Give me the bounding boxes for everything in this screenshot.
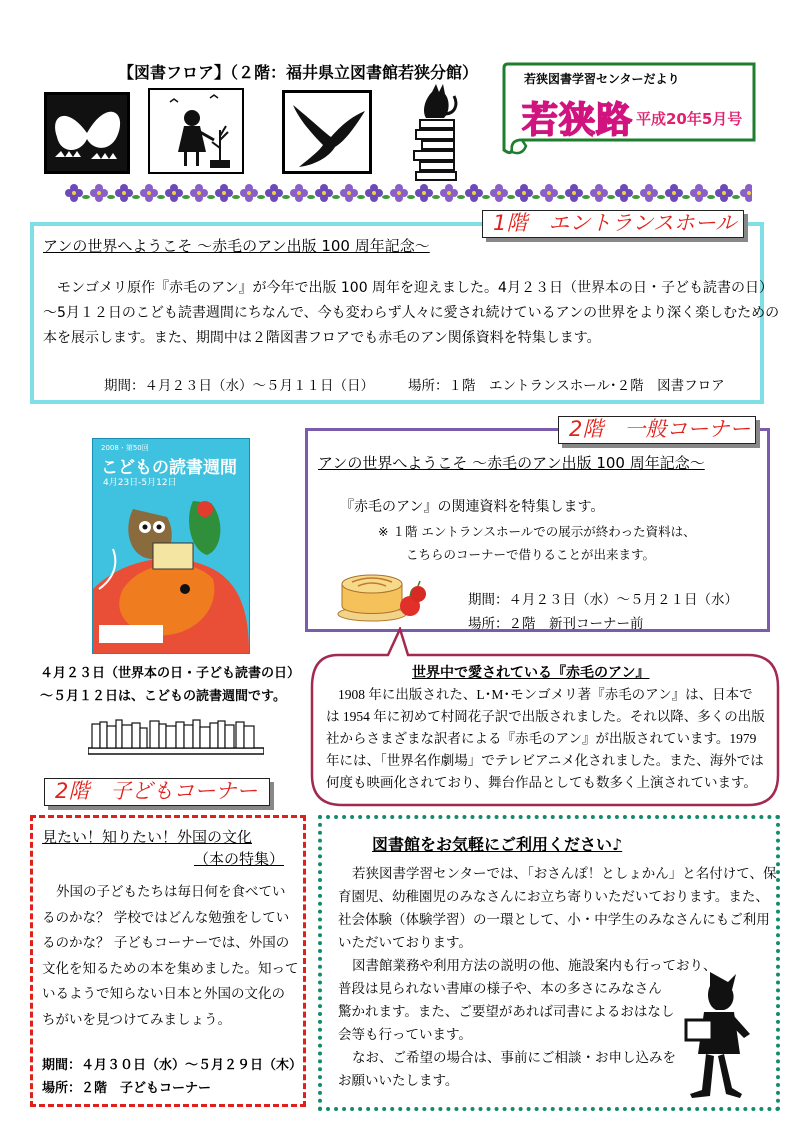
general-place: 場所：２階 新刊コーナー前 (468, 616, 644, 632)
library-info-line: 普段は見られない書庫の様子や、本の多さにみなさん (338, 981, 662, 996)
entrance-period: 期間：４月２３日（水）～５月１１日（日） (104, 378, 374, 394)
flower-icon (690, 184, 715, 202)
tab-1f-entrance-hall: 1階 エントランスホール (482, 210, 744, 238)
poster-caption-line: ４月２３日（世界本の日・子ども読書の日） (40, 666, 301, 681)
library-info-line: なお、ご希望の場合は、事前にご相談・お申し込みを (352, 1050, 676, 1065)
newsletter-name: 若狭路 (522, 100, 634, 140)
newsletter-subtitle: 若狭図書学習センターだより (524, 72, 680, 86)
flower-icon (340, 184, 365, 202)
flower-icon (115, 184, 140, 202)
library-info-line: お願いいたします。 (338, 1073, 459, 1088)
flower-icon (365, 184, 390, 202)
flower-icon (415, 184, 440, 202)
flower-icon (490, 184, 515, 202)
girl-silhouette-image (148, 88, 244, 174)
newsletter-issue: 平成20年5月号 (636, 110, 743, 128)
entrance-body-line: ～5月１２日のこども読書週間にちなんで、今も変わらず人々に愛され続けているアンの世界をより深く楽しむための (43, 305, 780, 321)
library-info-line: 驚かれます。また、ご要望があれば司書によるおはなし (338, 1004, 675, 1019)
reading-week-poster (92, 438, 250, 654)
library-info-title: 図書館をお気軽にご利用ください♪ (372, 835, 623, 854)
flower-icon (640, 184, 665, 202)
cat-on-books-illustration (410, 84, 462, 182)
flower-border-decoration (62, 181, 752, 205)
flower-icon (190, 184, 215, 202)
reading-boy-silhouette (676, 968, 756, 1102)
floor-title: 【図書フロア】（２階：福井県立図書館若狭分館） (118, 63, 479, 82)
bookshelf-illustration (88, 716, 264, 756)
flower-icon (315, 184, 340, 202)
flower-icon (265, 184, 290, 202)
bubble-body (326, 684, 772, 794)
flower-icon (665, 184, 690, 202)
children-place: 場所：２階 子どもコーナー (42, 1081, 212, 1096)
flower-icon (215, 184, 240, 202)
flower-icon (615, 184, 640, 202)
cake-and-apples-illustration (332, 560, 428, 626)
entrance-body-line: 本を展示します。また、期間中は２階図書フロアでも赤毛のアン関係資料を特集します。 (43, 330, 601, 346)
library-info-line: 図書館業務や利用方法の説明の他、施設案内も行っており、 (352, 958, 717, 973)
children-body-line: ちがいを見つけてみましょう。 (42, 1011, 231, 1028)
flower-icon (740, 184, 752, 202)
entrance-body (43, 276, 780, 351)
entrance-headline: アンの世界へようこそ ～赤毛のアン出版 100 周年記念～ (43, 237, 430, 255)
flower-icon (165, 184, 190, 202)
flower-icon (290, 184, 315, 202)
children-body-line: るのかな？ 子どもコーナーでは、外国の (42, 935, 290, 951)
poster-caption-line: ～５月１２日は、こどもの読書週間です。 (40, 689, 286, 704)
flower-icon (390, 184, 415, 202)
bubble-line: 社からさまざまな訳者による『赤毛のアン』が出版されています。1979 (326, 731, 757, 746)
children-period: 期間：４月３０日（水）～５月２９日（木） (42, 1058, 303, 1073)
bubble-line: 年には、「世界名作劇場」でテレビアニメ化されました。また、海外では (326, 753, 764, 768)
flower-icon (440, 184, 465, 202)
children-body-line: 外国の子どもたちは毎日何を食べてい (56, 884, 286, 900)
flower-icon (65, 184, 90, 202)
swallow-silhouette-image (282, 90, 372, 174)
library-info-line: 会等も行っています。 (338, 1027, 472, 1042)
bubble-title: 世界中で愛されている『赤毛のアン』 (412, 665, 650, 681)
general-note-line: ※ １階 エントランスホールでの展示が終わった資料は、 (378, 524, 696, 539)
poster-year-line: 2008・第50回 (101, 444, 149, 452)
bubble-line: は 1954 年に初めて村岡花子訳で出版されました。それ以降、多くの出版 (326, 709, 765, 724)
library-info-line: 若狭図書学習センターでは、「おさんぽ！としょかん」と名付けて、保 (352, 866, 777, 881)
children-body-line: いるようで知らない日本と外国の文化の (42, 986, 285, 1002)
library-info-line: いただいております。 (338, 935, 472, 950)
bubble-line: 何度も映画化されており、舞台作品としても数多く上演されています。 (326, 775, 757, 790)
general-period: 期間：４月２３日（水）～５月２１日（水） (468, 592, 738, 608)
entrance-body-line: モンゴメリ原作『赤毛のアン』が今年で出版 100 周年を迎えました。4月２３日（世界本の日・子ども読書の日） (57, 280, 773, 296)
general-feature-line: 『赤毛のアン』の関連資料を特集します。 (340, 499, 605, 515)
entrance-place: 場所：１階 エントランスホール･２階 図書フロア (408, 378, 725, 394)
general-note-line: こちらのコーナーで借りることが出来ます。 (406, 547, 656, 562)
children-body (42, 880, 300, 1033)
flower-icon (240, 184, 265, 202)
flower-icon (515, 184, 540, 202)
poster-dates: 4月23日-5月12日 (103, 478, 177, 488)
children-body-line: るのかな？ 学校ではどんな勉強をしてい (42, 909, 290, 926)
bubble-line: 1908 年に出版された、L･M･モンゴメリ著『赤毛のアン』は、日本で (338, 687, 753, 702)
children-headline: 見たい！知りたい！外国の文化 (42, 828, 253, 846)
poster-title: こどもの読書週間 (101, 458, 237, 478)
flower-icon (565, 184, 590, 202)
flower-icon (140, 184, 165, 202)
butterfly-silhouette-image (44, 92, 130, 174)
tab-2f-children-corner: 2階 子どもコーナー (44, 778, 270, 806)
flower-icon (715, 184, 740, 202)
flower-icon (540, 184, 565, 202)
tab-2f-general-corner: 2階 一般コーナー (558, 416, 756, 444)
library-info-line: 社会体験（体験学習）の一環として、小・中学生のみなさんにもご利用 (338, 912, 770, 927)
library-info-line: 育園児、幼稚園児のみなさんにお立ち寄りいただいております。また、 (338, 889, 769, 904)
flower-icon (90, 184, 115, 202)
flower-icon (590, 184, 615, 202)
children-headline-sub: （本の特集） (194, 850, 285, 868)
children-body-line: 文化を知るための本を集めました。知って (42, 960, 299, 977)
general-headline: アンの世界へようこそ ～赤毛のアン出版 100 周年記念～ (318, 454, 705, 472)
flower-icon (465, 184, 490, 202)
